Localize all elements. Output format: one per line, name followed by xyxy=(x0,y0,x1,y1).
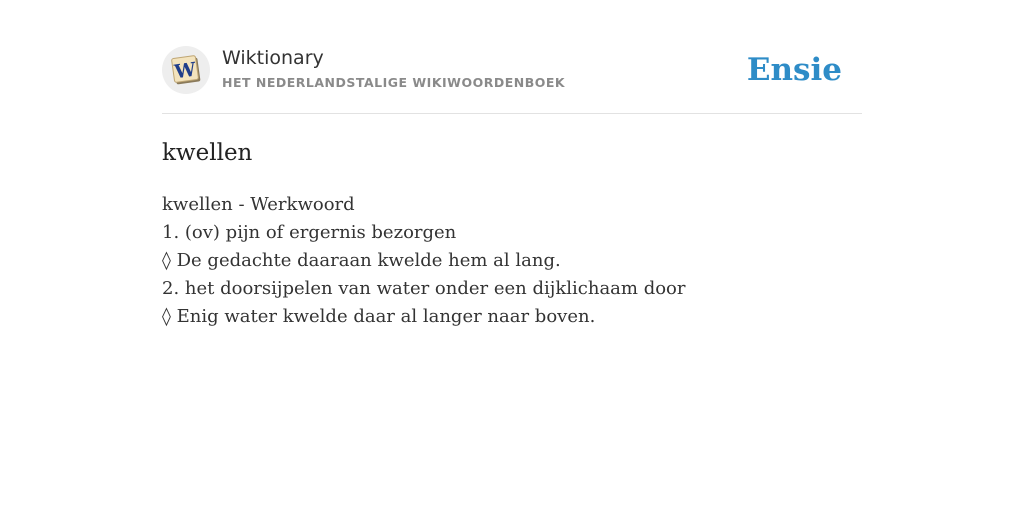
entry-line-example-1: ◊ De gedachte daaraan kwelde hem al lang. xyxy=(162,250,561,271)
site-subtitle: HET NEDERLANDSTALIGE WIKIWOORDENBOEK xyxy=(222,75,566,90)
wiktionary-logo-svg xyxy=(169,53,203,87)
entry-line-example-2: ◊ Enig water kwelde daar al langer naar boven. xyxy=(162,306,596,327)
site-name[interactable]: Wiktionary xyxy=(222,47,324,69)
page-container xyxy=(162,46,862,331)
ensie-brand-logo[interactable]: Ensie xyxy=(746,52,842,88)
entry-line-definition-1: 1. (ov) pijn of ergernis bezorgen xyxy=(162,222,457,243)
site-header xyxy=(162,46,862,114)
svg-text:W: W xyxy=(173,58,198,84)
entry-content xyxy=(162,191,862,331)
wiktionary-logo-icon[interactable] xyxy=(162,46,210,94)
entry-title: kwellen xyxy=(162,140,253,166)
entry-line-wordclass: kwellen - Werkwoord xyxy=(162,194,355,215)
entry-line-definition-2: 2. het doorsijpelen van water onder een dijklichaam door xyxy=(162,278,686,299)
